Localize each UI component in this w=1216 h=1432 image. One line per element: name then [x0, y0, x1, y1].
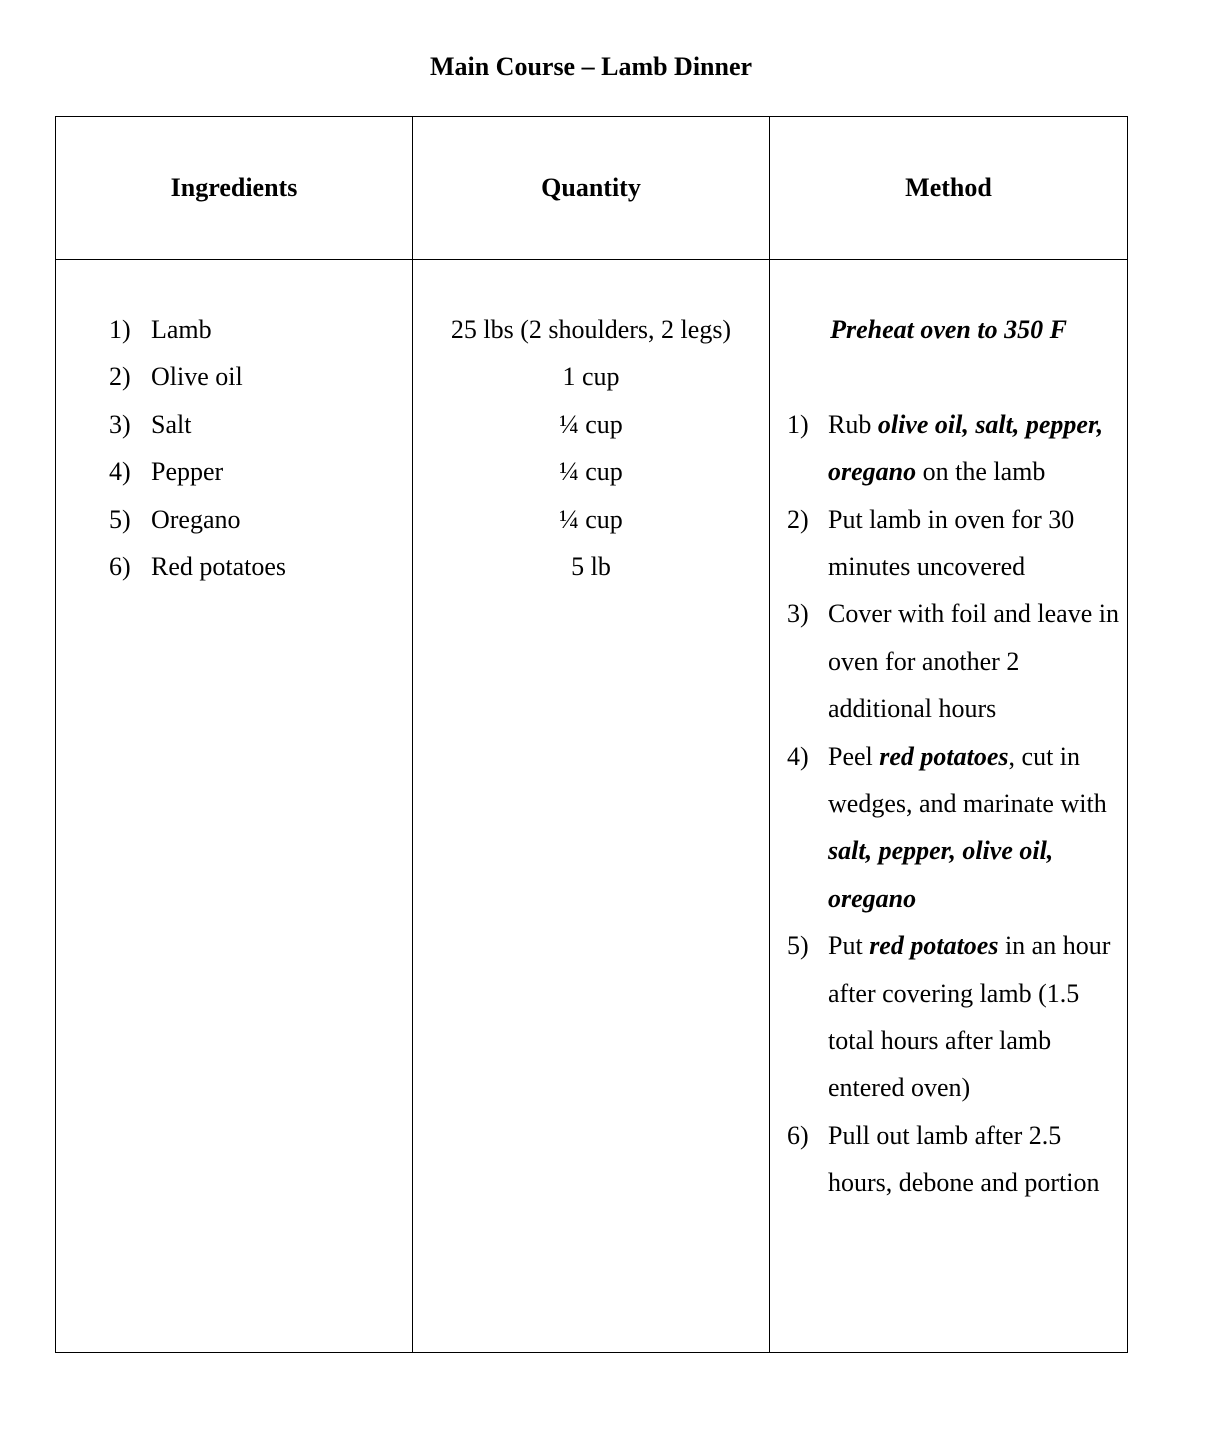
ingredient-item: [56, 448, 412, 495]
header-method: Method: [770, 117, 1128, 260]
header-quantity: Quantity: [413, 117, 770, 260]
ingredient-item: [56, 401, 412, 448]
method-emphasis: olive oil, salt, pepper, oregano: [828, 409, 1104, 487]
method-step: [770, 922, 1127, 1112]
method-text: in an hour after covering lamb (1.5 total hours after lamb entered oven): [828, 931, 1111, 1103]
method-step-number: 2): [787, 504, 809, 534]
ingredient-number: 5): [109, 504, 131, 534]
method-text: Put: [828, 931, 870, 961]
ingredient-name: Salt: [151, 409, 192, 439]
method-text: Peel: [828, 741, 880, 771]
quantity-list: [413, 306, 769, 590]
method-text: Rub: [828, 409, 878, 439]
ingredient-name: Olive oil: [151, 362, 243, 392]
ingredient-name: Pepper: [151, 457, 224, 487]
method-step: [770, 401, 1127, 496]
method-emphasis: salt, pepper, olive oil, oregano: [828, 836, 1054, 913]
quantity-item: ¼ cup: [559, 504, 623, 534]
header-row: [56, 117, 1128, 260]
spacer: [770, 353, 1127, 400]
ingredient-number: 6): [109, 552, 131, 582]
quantity-item: 1 cup: [562, 362, 620, 392]
method-text: on the lamb: [916, 457, 1046, 487]
method-step: [770, 590, 1127, 732]
ingredient-item: [56, 353, 412, 400]
quantity-item: 25 lbs (2 shoulders, 2 legs): [450, 315, 732, 344]
ingredient-name: Lamb: [151, 315, 212, 344]
page-title: Main Course – Lamb Dinner: [429, 52, 753, 81]
ingredients-cell: [56, 260, 413, 1353]
quantity-item: 5 lb: [571, 552, 611, 582]
ingredients-list: [56, 306, 412, 590]
recipe-table: [55, 116, 1128, 1353]
quantity-item: ¼ cup: [559, 409, 623, 439]
method-step-number: 4): [787, 741, 809, 771]
method-step: [770, 1112, 1127, 1207]
ingredient-item: [56, 543, 412, 590]
method-text: Pull out lamb after 2.5 hours, debone and portion: [828, 1120, 1100, 1198]
method-emphasis: red potatoes: [879, 741, 1009, 771]
ingredient-item: [56, 306, 412, 353]
method-step-number: 3): [787, 599, 809, 629]
ingredient-number: 3): [109, 409, 131, 439]
ingredient-number: 4): [109, 457, 131, 487]
method-text: Cover with foil and leave in oven for another 2 additional hours: [828, 599, 1119, 724]
ingredient-name: Oregano: [151, 504, 241, 534]
method-step: [770, 496, 1127, 591]
method-step-number: 5): [787, 931, 809, 961]
ingredient-number: 2): [109, 362, 131, 392]
method-steps-list: [770, 401, 1127, 1207]
method-step-number: 1): [787, 409, 809, 439]
quantity-cell: [413, 260, 770, 1353]
method-text: , cut in wedges, and marinate with: [828, 741, 1107, 819]
header-ingredients: Ingredients: [56, 117, 413, 260]
method-step-number: 6): [787, 1120, 809, 1150]
preheat-instruction: Preheat oven to 350 F: [830, 315, 1067, 344]
method-text: Put lamb in oven for 30 minutes uncovered: [828, 504, 1075, 581]
method-cell: [770, 260, 1128, 1353]
quantity-item: ¼ cup: [559, 457, 623, 487]
method-step: [770, 733, 1127, 923]
ingredient-name: Red potatoes: [151, 552, 287, 582]
method-emphasis: red potatoes: [869, 931, 999, 961]
body-row: [56, 260, 1128, 1353]
ingredient-number: 1): [109, 315, 131, 344]
ingredient-item: [56, 496, 412, 543]
